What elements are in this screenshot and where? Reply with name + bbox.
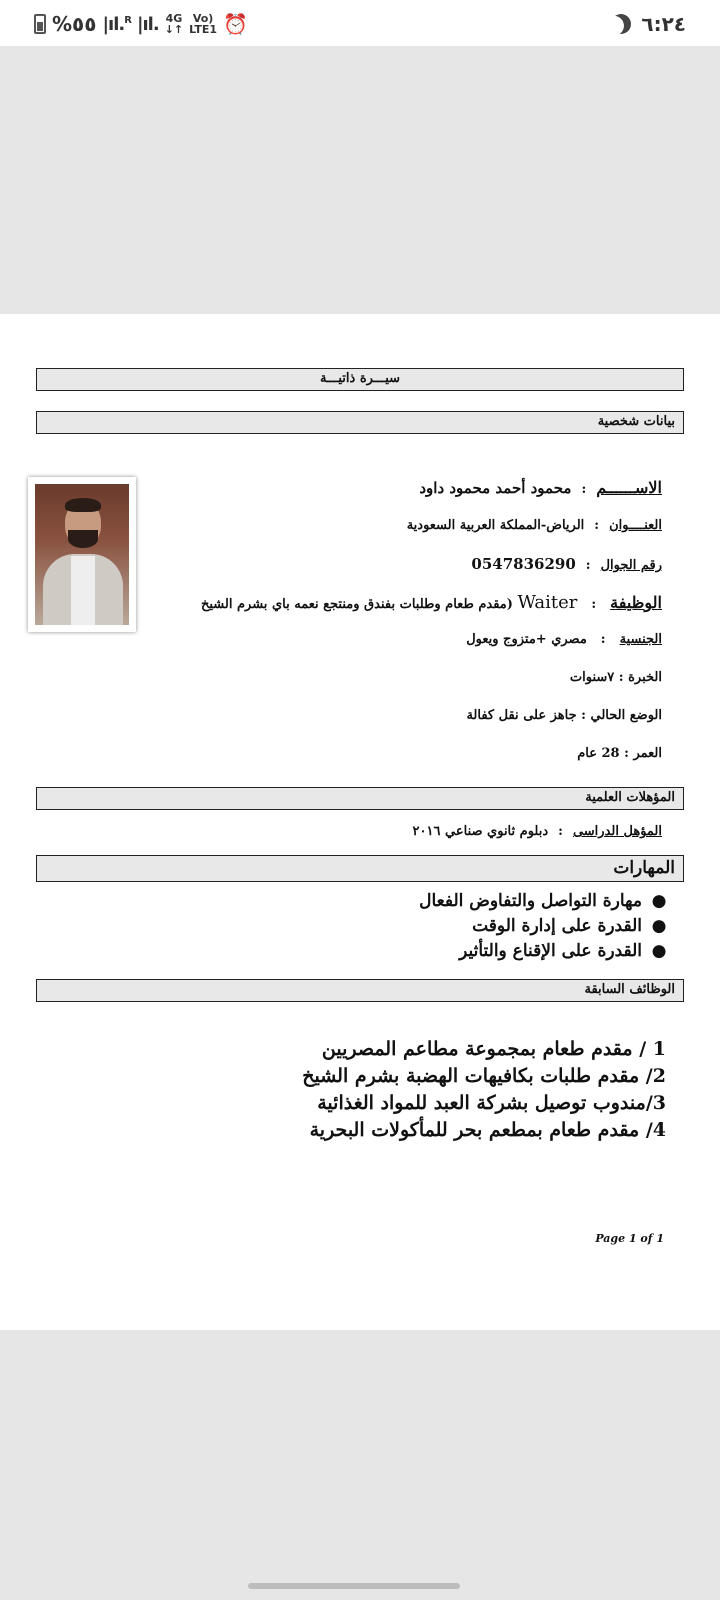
degree-label: المؤهل الدراسى — [572, 824, 662, 839]
list-item: 1 / مقدم طعام بمجموعة مطاعم المصريين — [321, 1038, 666, 1060]
nationality-value: مصري +متزوج ويعول — [466, 632, 587, 647]
phone-value: 0547836290 — [471, 555, 576, 573]
list-item: 2/ مقدم طلبات بكافيهات الهضبة بشرم الشيخ — [302, 1065, 666, 1087]
job-value: (مقدم طعام وطلبات بفندق ومنتجع نعمه باي بشرم الشيخ — [200, 597, 513, 612]
battery-percent: %٥٥ — [52, 12, 97, 36]
profile-photo — [28, 477, 136, 632]
experience-row: الخبرة : ٧سنوات — [569, 670, 662, 685]
address-row: العنــــوان:الرياض-المملكة العربية السعودية — [406, 518, 662, 533]
status-icons-right — [611, 12, 686, 36]
status-icons-left — [34, 12, 248, 36]
page-number: Page 1 of 1 — [595, 1232, 664, 1245]
status-row: الوضع الحالي : جاهز على نقل كفالة — [466, 708, 662, 723]
network-4g-icon: 4G ↓↑ — [164, 12, 184, 36]
skills-header: المهارات — [36, 855, 684, 882]
address-label: العنــــوان — [609, 518, 662, 533]
person-portrait — [35, 484, 129, 625]
age-row: العمر : 28 عام — [577, 746, 662, 761]
bullet-icon: ● — [651, 941, 667, 961]
job-label: الوظيفة — [610, 593, 662, 612]
skills-list — [419, 889, 670, 964]
resume-title: سيـــرة ذاتيـــة — [36, 368, 684, 391]
bullet-icon: ● — [651, 916, 667, 936]
clock: ٦:٢٤ — [641, 12, 686, 36]
name-row: الاســــــم:محمود أحمد محمود داود — [419, 478, 662, 497]
status-bar — [0, 0, 720, 46]
alarm-icon: ⏰ — [223, 12, 248, 36]
list-item: 4/ مقدم طعام بمطعم بحر للمأكولات البحرية — [309, 1119, 666, 1141]
signal-icon-2: |ıl. — [136, 13, 159, 35]
previous-jobs-header: الوظائف السابقة — [36, 979, 684, 1002]
home-indicator[interactable] — [248, 1583, 460, 1589]
qualifications-header: المؤهلات العلمية — [36, 787, 684, 810]
moon-icon — [608, 10, 635, 37]
volte-icon: Vo) LTE1 — [189, 12, 218, 36]
phone-label: رقم الجوال — [600, 558, 662, 573]
nationality-label: الجنسية — [619, 632, 662, 647]
bullet-icon: ● — [651, 891, 667, 911]
job-row: الوظيفة:Waiter (مقدم طعام وطلبات بفندق ومنتجع نعمه باي بشرم الشيخ — [200, 592, 662, 613]
list-item: ●القدرة على إدارة الوقت — [419, 914, 670, 939]
personal-data-header: بيانات شخصية — [36, 411, 684, 434]
name-label: الاســــــم — [596, 478, 662, 497]
signal-icon: |ıl.$^R$ — [102, 13, 131, 35]
list-item: ●القدرة على الإقناع والتأثير — [419, 939, 670, 964]
degree-row: المؤهل الدراسى:دبلوم ثانوي صناعي ٢٠١٦ — [412, 824, 662, 839]
job-value-latin: Waiter — [517, 592, 578, 613]
document-page[interactable] — [0, 314, 720, 1330]
nationality-row: الجنسية:مصري +متزوج ويعول — [466, 632, 662, 647]
address-value: الرياض-المملكة العربية السعودية — [406, 518, 585, 533]
name-value: محمود أحمد محمود داود — [419, 479, 572, 497]
degree-value: دبلوم ثانوي صناعي ٢٠١٦ — [412, 824, 549, 839]
phone-row: رقم الجوال:0547836290 — [471, 555, 662, 573]
list-item: 3/مندوب توصيل بشركة العبد للمواد الغذائية — [317, 1092, 666, 1114]
previous-jobs-list — [302, 1036, 666, 1144]
battery-icon — [34, 14, 46, 34]
list-item: ●مهارة التواصل والتفاوض الفعال — [419, 889, 670, 914]
